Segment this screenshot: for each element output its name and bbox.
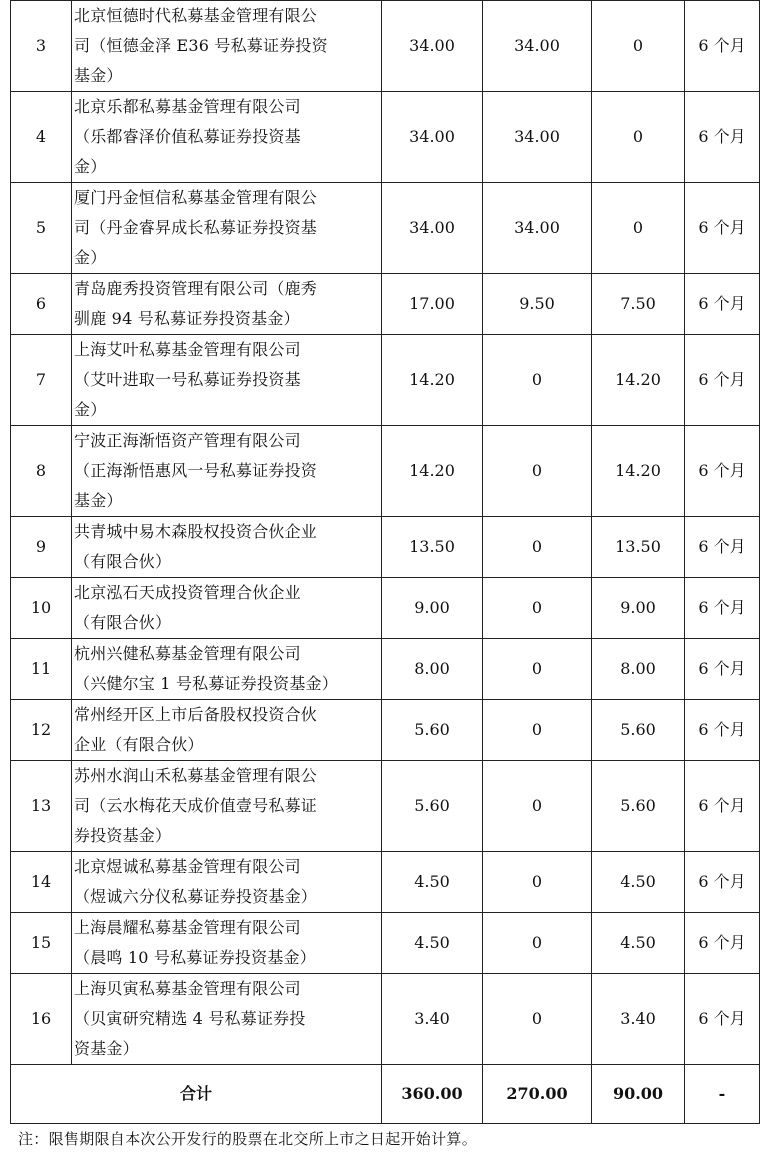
- subscribed-amount: 8.00: [382, 639, 483, 700]
- investor-name-line: 金）: [74, 157, 107, 176]
- unrestricted-amount: 8.00: [592, 639, 685, 700]
- row-number: 6: [11, 274, 72, 335]
- investor-name: [72, 913, 382, 974]
- investor-name: [72, 517, 382, 578]
- investor-name-line: （乐都睿泽价值私募证券投资基: [74, 127, 301, 146]
- restricted-amount: 9.50: [483, 274, 592, 335]
- investor-name-line: （煜诚六分仪私募证券投资基金）: [74, 887, 318, 906]
- row-number: 12: [11, 700, 72, 761]
- row-number: 7: [11, 335, 72, 426]
- table-row: [11, 700, 760, 761]
- row-number: 10: [11, 578, 72, 639]
- restricted-amount: 0: [483, 639, 592, 700]
- unrestricted-amount: 0: [592, 1, 685, 92]
- subscribed-amount: 17.00: [382, 274, 483, 335]
- restricted-amount: 34.00: [483, 92, 592, 183]
- unrestricted-amount: 13.50: [592, 517, 685, 578]
- investor-name: [72, 578, 382, 639]
- lockup-period: 6 个月: [685, 183, 760, 274]
- restricted-amount: 0: [483, 761, 592, 852]
- investor-name: [72, 335, 382, 426]
- investor-name: [72, 852, 382, 913]
- row-number: 5: [11, 183, 72, 274]
- investor-name-line: 基金）: [74, 66, 123, 85]
- investor-name: [72, 274, 382, 335]
- restricted-amount: 0: [483, 517, 592, 578]
- table-body: [11, 1, 760, 1065]
- investor-name-line: 上海晨耀私募基金管理有限公司: [74, 918, 301, 937]
- lockup-period: 6 个月: [685, 426, 760, 517]
- investor-name-line: 金）: [74, 248, 107, 267]
- restricted-amount: 0: [483, 700, 592, 761]
- subscribed-amount: 4.50: [382, 913, 483, 974]
- investor-name-line: 北京乐都私募基金管理有限公司: [74, 97, 301, 116]
- investor-name-line: 上海贝寅私募基金管理有限公司: [74, 979, 301, 998]
- investor-name: [72, 1, 382, 92]
- lockup-period: 6 个月: [685, 852, 760, 913]
- restricted-amount: 0: [483, 974, 592, 1065]
- subscribed-amount: 9.00: [382, 578, 483, 639]
- subscribed-amount: 3.40: [382, 974, 483, 1065]
- investor-name-line: 金）: [74, 400, 107, 419]
- investor-name: [72, 761, 382, 852]
- table-row: [11, 974, 760, 1065]
- lockup-period: 6 个月: [685, 578, 760, 639]
- subscribed-amount: 13.50: [382, 517, 483, 578]
- investor-name: [72, 183, 382, 274]
- total-restricted: 270.00: [483, 1065, 592, 1124]
- investor-name-line: 北京煜诚私募基金管理有限公司: [74, 857, 301, 876]
- unrestricted-amount: 4.50: [592, 852, 685, 913]
- row-number: 11: [11, 639, 72, 700]
- table-row: [11, 183, 760, 274]
- row-number: 13: [11, 761, 72, 852]
- subscribed-amount: 14.20: [382, 335, 483, 426]
- lockup-period: 6 个月: [685, 761, 760, 852]
- unrestricted-amount: 0: [592, 183, 685, 274]
- investor-name-line: （兴健尔宝 1 号私募证券投资基金）: [74, 674, 338, 693]
- restricted-amount: 34.00: [483, 183, 592, 274]
- unrestricted-amount: 0: [592, 92, 685, 183]
- unrestricted-amount: 3.40: [592, 974, 685, 1065]
- restricted-amount: 0: [483, 578, 592, 639]
- footnote: 注：限售期限自本次公开发行的股票在北交所上市之日起开始计算。: [18, 1130, 478, 1148]
- unrestricted-amount: 5.60: [592, 700, 685, 761]
- table-row: [11, 274, 760, 335]
- investor-name-line: 共青城中易木森股权投资合伙企业: [74, 522, 318, 541]
- investor-name: [72, 974, 382, 1065]
- table-row: [11, 852, 760, 913]
- restricted-amount: 0: [483, 426, 592, 517]
- investor-name-line: 资基金）: [74, 1039, 139, 1058]
- investor-name-line: 常州经开区上市后备股权投资合伙: [74, 705, 318, 724]
- total-row: [11, 1065, 760, 1124]
- investor-name-line: 杭州兴健私募基金管理有限公司: [74, 644, 301, 663]
- lockup-period: 6 个月: [685, 700, 760, 761]
- investor-name-line: 青岛鹿秀投资管理有限公司（鹿秀: [74, 279, 318, 298]
- subscribed-amount: 14.20: [382, 426, 483, 517]
- investor-name-line: 厦门丹金恒信私募基金管理有限公: [74, 188, 318, 207]
- investor-name-line: （正海渐悟惠风一号私募证券投资: [74, 461, 318, 480]
- investor-name: [72, 426, 382, 517]
- table-row: [11, 335, 760, 426]
- investor-name-line: 北京恒德时代私募基金管理有限公: [74, 6, 318, 25]
- unrestricted-amount: 14.20: [592, 426, 685, 517]
- subscribed-amount: 4.50: [382, 852, 483, 913]
- investor-name-line: 司（恒德金泽 E36 号私募证券投资: [74, 36, 328, 55]
- table-row: [11, 913, 760, 974]
- investor-name-line: 企业（有限合伙）: [74, 735, 204, 754]
- subscribed-amount: 5.60: [382, 761, 483, 852]
- investor-name: [72, 700, 382, 761]
- investor-name-line: 司（云水梅花天成价值壹号私募证: [74, 796, 318, 815]
- table-row: [11, 578, 760, 639]
- table-row: [11, 639, 760, 700]
- placement-table-section: [10, 0, 760, 1124]
- investor-name-line: （有限合伙）: [74, 613, 172, 632]
- lockup-period: 6 个月: [685, 1, 760, 92]
- investor-name-line: 基金）: [74, 491, 123, 510]
- restricted-amount: 0: [483, 335, 592, 426]
- unrestricted-amount: 7.50: [592, 274, 685, 335]
- restricted-amount: 0: [483, 913, 592, 974]
- row-number: 16: [11, 974, 72, 1065]
- restricted-amount: 34.00: [483, 1, 592, 92]
- total-period: -: [685, 1065, 760, 1124]
- investor-name-line: 宁波正海渐悟资产管理有限公司: [74, 431, 301, 450]
- unrestricted-amount: 9.00: [592, 578, 685, 639]
- table-row: [11, 761, 760, 852]
- lockup-period: 6 个月: [685, 913, 760, 974]
- investor-name-line: 上海艾叶私募基金管理有限公司: [74, 340, 301, 359]
- subscribed-amount: 34.00: [382, 1, 483, 92]
- unrestricted-amount: 5.60: [592, 761, 685, 852]
- row-number: 3: [11, 1, 72, 92]
- investor-name-line: 北京泓石天成投资管理合伙企业: [74, 583, 301, 602]
- lockup-period: 6 个月: [685, 974, 760, 1065]
- lockup-period: 6 个月: [685, 274, 760, 335]
- subscribed-amount: 34.00: [382, 92, 483, 183]
- table-row: [11, 517, 760, 578]
- investor-name-line: （晨鸣 10 号私募证券投资基金）: [74, 948, 316, 967]
- investor-name-line: （有限合伙）: [74, 552, 172, 571]
- restricted-amount: 0: [483, 852, 592, 913]
- total-label: 合计: [11, 1065, 382, 1124]
- lockup-period: 6 个月: [685, 92, 760, 183]
- lockup-period: 6 个月: [685, 335, 760, 426]
- table-footer: [11, 1065, 760, 1124]
- row-number: 9: [11, 517, 72, 578]
- table-row: [11, 426, 760, 517]
- total-subscribed: 360.00: [382, 1065, 483, 1124]
- unrestricted-amount: 4.50: [592, 913, 685, 974]
- investor-name-line: 苏州水润山禾私募基金管理有限公: [74, 766, 318, 785]
- lockup-period: 6 个月: [685, 517, 760, 578]
- table-row: [11, 92, 760, 183]
- row-number: 15: [11, 913, 72, 974]
- investor-name-line: 司（丹金睿昇成长私募证券投资基: [74, 218, 318, 237]
- unrestricted-amount: 14.20: [592, 335, 685, 426]
- investor-name: [72, 639, 382, 700]
- investor-name-line: （艾叶进取一号私募证券投资基: [74, 370, 301, 389]
- investor-name: [72, 92, 382, 183]
- investor-name-line: （贝寅研究精选 4 号私募证券投: [74, 1009, 306, 1028]
- subscribed-amount: 5.60: [382, 700, 483, 761]
- row-number: 8: [11, 426, 72, 517]
- strategic-placement-table: [10, 0, 760, 1124]
- row-number: 14: [11, 852, 72, 913]
- investor-name-line: 券投资基金）: [74, 826, 172, 845]
- row-number: 4: [11, 92, 72, 183]
- investor-name-line: 驯鹿 94 号私募证券投资基金）: [74, 309, 300, 328]
- subscribed-amount: 34.00: [382, 183, 483, 274]
- total-unrestricted: 90.00: [592, 1065, 685, 1124]
- table-row: [11, 1, 760, 92]
- lockup-period: 6 个月: [685, 639, 760, 700]
